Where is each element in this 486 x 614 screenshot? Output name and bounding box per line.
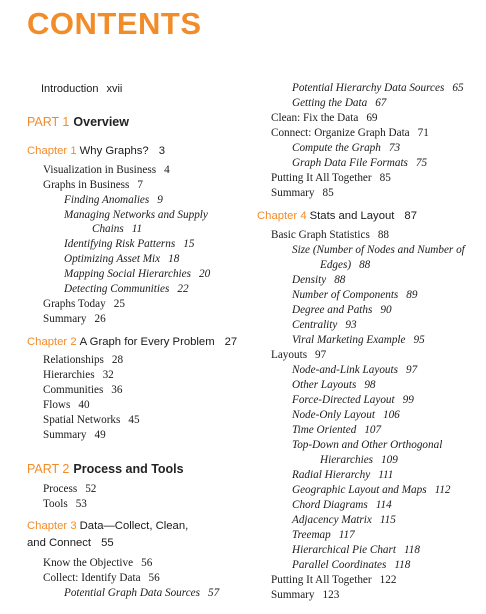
toc-entry — [271, 126, 429, 140]
entry-title: Potential Hierarchy Data Sources — [292, 82, 445, 94]
page-number: 65 — [452, 82, 464, 94]
toc-entry — [43, 398, 90, 412]
entry-title: Parallel Coordinates — [292, 559, 387, 571]
page-number: 87 — [404, 210, 417, 222]
entry-title: Geographic Layout and Maps — [292, 484, 427, 496]
entry-title: Relationships — [43, 354, 104, 366]
page-number: 95 — [413, 334, 425, 346]
chapter-heading — [27, 144, 165, 158]
entry-title: Tools — [43, 498, 68, 510]
entry-title: Summary — [43, 313, 87, 325]
toc-entry — [292, 318, 357, 332]
page-number: 112 — [434, 484, 451, 496]
entry-title: Managing Networks and Supply — [64, 209, 208, 221]
page-number: 99 — [402, 394, 414, 406]
toc-entry — [292, 408, 400, 422]
toc-entry — [292, 243, 465, 257]
page-number: 118 — [404, 544, 420, 556]
toc-entry — [64, 282, 189, 296]
toc-entry — [43, 178, 143, 192]
toc-entry — [64, 267, 210, 281]
page-number: 4 — [164, 164, 170, 176]
entry-title: Mapping Social Hierarchies — [64, 268, 191, 280]
toc-entry — [292, 513, 396, 527]
entry-title: Basic Graph Statistics — [271, 229, 370, 241]
entry-title: Potential Graph Data Sources — [64, 587, 200, 599]
toc-entry — [64, 237, 194, 251]
page-number: 22 — [177, 283, 189, 295]
entry-title: Hierarchical Pie Chart — [292, 544, 396, 556]
toc-entry — [43, 497, 87, 511]
part-number: PART 1 — [27, 115, 70, 129]
toc-entry — [43, 413, 140, 427]
page-number: 36 — [111, 384, 123, 396]
toc-entry — [92, 222, 142, 236]
toc-entry — [320, 453, 398, 467]
toc-entry — [271, 228, 389, 242]
page-number: 3 — [158, 145, 165, 157]
toc-entry — [64, 208, 208, 222]
page-number: 93 — [345, 319, 357, 331]
entry-title: Communities — [43, 384, 104, 396]
toc-entry — [292, 288, 417, 302]
page-number: xvii — [106, 83, 123, 95]
page-number: 97 — [315, 349, 327, 361]
toc-entry — [43, 163, 170, 177]
page-number: 55 — [101, 537, 114, 549]
page-number: 75 — [415, 157, 428, 169]
entry-title: Data—Collect, Clean, — [79, 520, 189, 532]
entry-title: Putting It All Together — [271, 574, 372, 586]
toc-entry — [271, 348, 326, 362]
entry-title: Layouts — [271, 349, 308, 361]
toc-entry — [292, 156, 427, 170]
entry-title: Summary — [271, 187, 315, 199]
page-number: 9 — [157, 194, 163, 206]
toc-entry — [43, 428, 106, 442]
page-number: 15 — [183, 238, 195, 250]
entry-title: Summary — [43, 429, 87, 441]
page-number: 123 — [322, 589, 340, 601]
entry-title: Know the Objective — [43, 557, 134, 569]
page-number: 115 — [379, 514, 396, 526]
entry-title: Introduction — [41, 83, 99, 95]
entry-title: Chains — [92, 223, 124, 235]
entry-title: Putting It All Together — [271, 172, 372, 184]
entry-title: Why Graphs? — [79, 145, 149, 157]
toc-entry — [43, 297, 125, 311]
toc-entry — [292, 483, 451, 497]
entry-title: Getting the Data — [292, 97, 368, 109]
toc-entry — [271, 186, 334, 200]
toc-entry — [292, 393, 414, 407]
entry-title: Hierarchies — [43, 369, 95, 381]
entry-title: Radial Hierarchy — [292, 469, 371, 481]
page-number: 57 — [208, 587, 220, 599]
entry-title: Stats and Layout — [309, 210, 395, 222]
entry-title: Graphs in Business — [43, 179, 130, 191]
entry-title: Chord Diagrams — [292, 499, 368, 511]
page-number: 88 — [377, 229, 389, 241]
entry-title: Adjacency Matrix — [292, 514, 372, 526]
entry-title: Graphs Today — [43, 298, 106, 310]
toc-entry — [292, 141, 400, 155]
entry-title: Process and Tools — [73, 462, 184, 476]
page-number: 89 — [406, 289, 418, 301]
page-number: 71 — [417, 127, 429, 139]
chapter-heading — [27, 335, 237, 349]
toc-entry — [41, 82, 122, 96]
toc-entry — [43, 312, 106, 326]
entry-title: and Connect — [27, 537, 92, 549]
entry-title: Force-Directed Layout — [292, 394, 395, 406]
entry-title: Hierarchies — [320, 454, 374, 466]
page-number: 40 — [78, 399, 90, 411]
chapter-heading — [27, 519, 188, 533]
entry-title: Flows — [43, 399, 71, 411]
toc-entry — [64, 252, 179, 266]
page-title: CONTENTS — [27, 6, 202, 41]
page-number: 45 — [128, 414, 140, 426]
entry-title: Other Layouts — [292, 379, 357, 391]
chapter-number: Chapter 3 — [27, 520, 77, 532]
page-number: 114 — [375, 499, 392, 511]
entry-title: Optimizing Asset Mix — [64, 253, 161, 265]
toc-entry — [292, 273, 345, 287]
page-number: 106 — [382, 409, 400, 421]
entry-title: Clean: Fix the Data — [271, 112, 359, 124]
entry-title: Summary — [271, 589, 315, 601]
toc-entry — [43, 556, 152, 570]
toc-entry — [292, 363, 417, 377]
page-number: 73 — [388, 142, 401, 154]
page-number: 53 — [75, 498, 87, 510]
part-number: PART 2 — [27, 462, 70, 476]
chapter-number: Chapter 2 — [27, 336, 77, 348]
entry-title: Treemap — [292, 529, 331, 541]
page-number: 88 — [359, 259, 371, 271]
entry-title: Identifying Risk Patterns — [64, 238, 176, 250]
entry-title: Detecting Communities — [64, 283, 170, 295]
toc-entry — [43, 383, 122, 397]
entry-title: Visualization in Business — [43, 164, 157, 176]
page-number: 88 — [334, 274, 346, 286]
entry-title: Density — [292, 274, 327, 286]
toc-entry — [292, 303, 392, 317]
toc-entry — [271, 111, 378, 125]
page-number: 20 — [198, 268, 211, 280]
toc-entry — [292, 96, 386, 110]
page-number: 32 — [102, 369, 114, 381]
entry-title: Compute the Graph — [292, 142, 381, 154]
page-number: 69 — [366, 112, 378, 124]
page-number: 118 — [394, 559, 411, 571]
page-number: 56 — [141, 557, 153, 569]
part-heading — [27, 462, 184, 476]
toc-entry — [43, 571, 160, 585]
page-number: 26 — [94, 313, 106, 325]
toc-entry — [320, 258, 370, 272]
chapter-heading — [27, 536, 114, 550]
entry-title: Top-Down and Other Orthogonal — [292, 439, 443, 451]
page-number: 122 — [379, 574, 397, 586]
entry-title: A Graph for Every Problem — [79, 336, 215, 348]
toc-entry — [271, 573, 396, 587]
page-number: 7 — [137, 179, 143, 191]
page-number: 109 — [381, 454, 398, 466]
toc-entry — [292, 528, 355, 542]
entry-title: Node-and-Link Layouts — [292, 364, 398, 376]
chapter-number: Chapter 1 — [27, 145, 77, 157]
toc-entry — [271, 171, 391, 185]
toc-entry — [292, 378, 376, 392]
entry-title: Graph Data File Formats — [292, 157, 408, 169]
chapter-heading — [257, 209, 417, 223]
entry-title: Number of Components — [292, 289, 399, 301]
page-number: 52 — [85, 483, 97, 495]
toc-entry — [271, 588, 339, 602]
page-number: 90 — [380, 304, 392, 316]
page-number: 28 — [111, 354, 124, 366]
page-number: 56 — [148, 572, 160, 584]
toc-entry — [292, 438, 442, 452]
entry-title: Centrality — [292, 319, 338, 331]
entry-title: Node-Only Layout — [292, 409, 375, 421]
toc-entry — [64, 586, 219, 600]
part-heading — [27, 115, 129, 129]
page-number: 111 — [378, 469, 394, 481]
page-number: 18 — [168, 253, 180, 265]
entry-title: Viral Marketing Example — [292, 334, 406, 346]
page-number: 97 — [405, 364, 418, 376]
entry-title: Connect: Organize Graph Data — [271, 127, 410, 139]
entry-title: Time Oriented — [292, 424, 357, 436]
toc-entry — [292, 543, 420, 557]
toc-entry — [292, 558, 410, 572]
chapter-number: Chapter 4 — [257, 210, 307, 222]
toc-entry — [292, 468, 393, 482]
page-number: 49 — [94, 429, 106, 441]
entry-title: Collect: Identify Data — [43, 572, 141, 584]
page-number: 85 — [379, 172, 391, 184]
entry-title: Spatial Networks — [43, 414, 121, 426]
toc-entry — [43, 482, 96, 496]
page-number: 67 — [375, 97, 387, 109]
page-number: 98 — [364, 379, 376, 391]
toc-entry — [292, 333, 425, 347]
entry-title: Degree and Paths — [292, 304, 373, 316]
page-number: 11 — [131, 223, 143, 235]
entry-title: Finding Anomalies — [64, 194, 150, 206]
toc-entry — [292, 498, 392, 512]
entry-title: Size (Number of Nodes and Number of — [292, 244, 465, 256]
page-number: 117 — [338, 529, 355, 541]
toc-entry — [64, 193, 163, 207]
entry-title: Overview — [73, 115, 129, 129]
entry-title: Process — [43, 483, 78, 495]
toc-entry — [292, 81, 464, 95]
toc-entry — [43, 353, 123, 367]
toc-entry — [292, 423, 381, 437]
page-number: 85 — [322, 187, 334, 199]
entry-title: Edges) — [320, 259, 352, 271]
page-number: 27 — [224, 336, 238, 348]
page-number: 107 — [364, 424, 382, 436]
page-number: 25 — [113, 298, 125, 310]
toc-entry — [43, 368, 114, 382]
